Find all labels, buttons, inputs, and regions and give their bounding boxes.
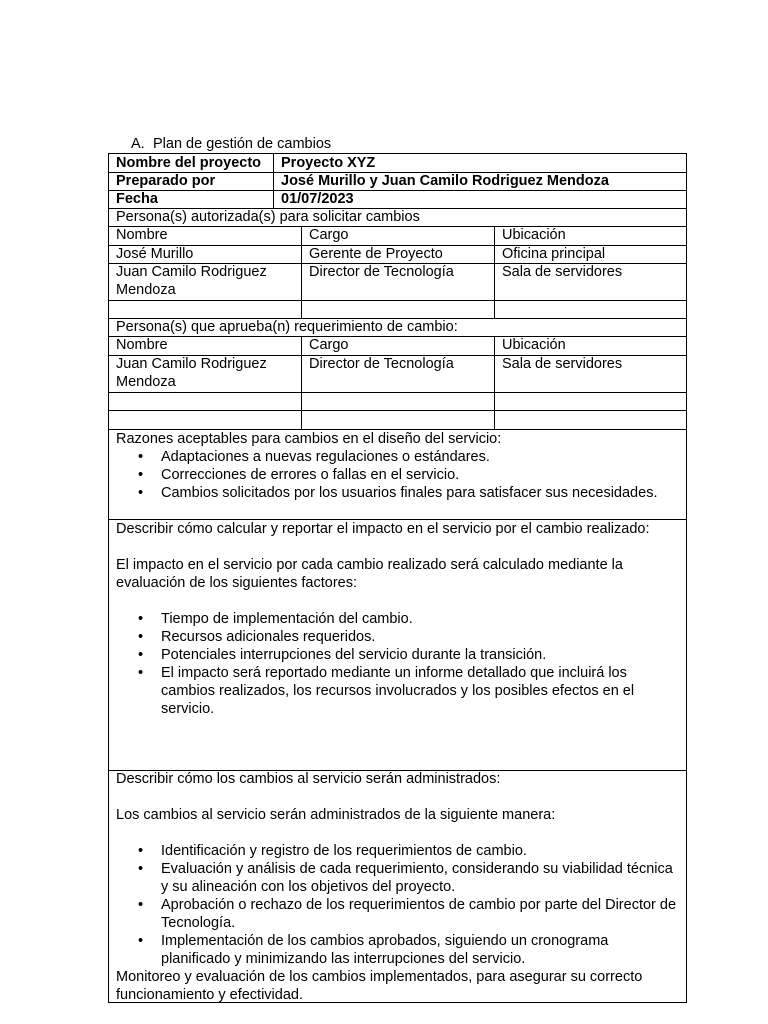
authorized-header-row xyxy=(108,226,687,246)
list-item: • Implementación de los cambios aprobados, siguiendo un cronograma planificado y minimizando las interrupciones del servicio. xyxy=(116,932,680,968)
authorized-title-row xyxy=(108,208,687,227)
management-title: Describir cómo los cambios al servicio serán administrados: xyxy=(116,771,501,787)
reasons-section xyxy=(108,429,687,520)
project-name-label: Nombre del proyecto xyxy=(116,155,262,171)
list-item: • Adaptaciones a nuevas regulaciones o estándares. xyxy=(116,448,680,466)
impact-title: Describir cómo calcular y reportar el impacto en el servicio por el cambio realizado: xyxy=(116,521,650,537)
list-item: • Evaluación y análisis de cada requerimiento, considerando su viabilidad técnica y su alineación con los objetivos del proyecto. xyxy=(116,860,680,896)
table-row xyxy=(108,245,687,264)
approvers-header-row xyxy=(108,336,687,356)
list-item: • Cambios solicitados por los usuarios finales para satisfacer sus necesidades. xyxy=(116,484,680,502)
section-title: Plan de gestión de cambios xyxy=(153,136,332,152)
prepared-by-value: José Murillo y Juan Camilo Rodriguez Mendoza xyxy=(281,173,609,189)
management-intro: Los cambios al servicio serán administrados de la siguiente manera: xyxy=(116,807,556,823)
management-section xyxy=(108,770,687,1003)
table-row-empty xyxy=(108,300,687,319)
project-name-row xyxy=(108,153,687,173)
impact-section xyxy=(108,519,687,771)
reasons-list xyxy=(116,448,680,502)
authorized-row-1-location: Oficina principal xyxy=(502,246,606,262)
list-item: • Potenciales interrupciones del servicio durante la transición. xyxy=(116,646,680,664)
list-item: • Tiempo de implementación del cambio. xyxy=(116,610,680,628)
section-heading xyxy=(131,135,331,153)
approvers-header-name: Nombre xyxy=(116,337,168,353)
date-value: 01/07/2023 xyxy=(281,191,354,207)
date-label: Fecha xyxy=(116,191,158,207)
prepared-by-label: Preparado por xyxy=(116,173,216,189)
approvers-header-role: Cargo xyxy=(309,337,349,353)
impact-list xyxy=(116,610,680,718)
approvers-row-1-location: Sala de servidores xyxy=(502,356,623,372)
prepared-by-row xyxy=(108,172,687,191)
authorized-row-2-role: Director de Tecnología xyxy=(309,264,454,280)
approvers-title: Persona(s) que aprueba(n) requerimiento de cambio: xyxy=(116,319,458,335)
table-row xyxy=(108,263,687,301)
table-row-empty xyxy=(108,410,687,430)
approvers-row-1-role: Director de Tecnología xyxy=(309,356,454,372)
authorized-header-name: Nombre xyxy=(116,227,168,243)
list-item: • Recursos adicionales requeridos. xyxy=(116,628,680,646)
authorized-title: Persona(s) autorizada(s) para solicitar cambios xyxy=(116,209,420,225)
authorized-row-1-role: Gerente de Proyecto xyxy=(309,246,443,262)
table-row-empty xyxy=(108,392,687,411)
authorized-header-role: Cargo xyxy=(309,227,349,243)
list-item: • Identificación y registro de los requerimientos de cambio. xyxy=(116,842,680,860)
authorized-row-2-location: Sala de servidores xyxy=(502,264,623,280)
table-row xyxy=(108,355,687,393)
management-list xyxy=(116,842,680,968)
approvers-row-1-name: Juan Camilo Rodriguez Mendoza xyxy=(116,356,267,390)
list-item: • El impacto será reportado mediante un informe detallado que incluirá los cambios realizados, los recursos involucrados y los posibles efectos en el servicio. xyxy=(116,664,680,718)
date-row xyxy=(108,190,687,209)
approvers-title-row xyxy=(108,318,687,337)
approvers-header-location: Ubicación xyxy=(502,337,566,353)
authorized-row-1-name: José Murillo xyxy=(116,246,194,262)
section-letter: A. xyxy=(131,136,145,152)
authorized-row-2-name: Juan Camilo Rodriguez Mendoza xyxy=(116,264,267,298)
impact-intro: El impacto en el servicio por cada cambio realizado será calculado mediante la evaluación de los siguientes factores: xyxy=(116,557,623,591)
management-closing: Monitoreo y evaluación de los cambios implementados, para asegurar su correcto funcionamiento y efectividad. xyxy=(116,969,643,1003)
authorized-header-location: Ubicación xyxy=(502,227,566,243)
list-item: • Correcciones de errores o fallas en el servicio. xyxy=(116,466,680,484)
project-name-value: Proyecto XYZ xyxy=(281,155,376,171)
reasons-title: Razones aceptables para cambios en el diseño del servicio: xyxy=(116,431,502,447)
list-item: • Aprobación o rechazo de los requerimientos de cambio por parte del Director de Tecnología. xyxy=(116,896,680,932)
